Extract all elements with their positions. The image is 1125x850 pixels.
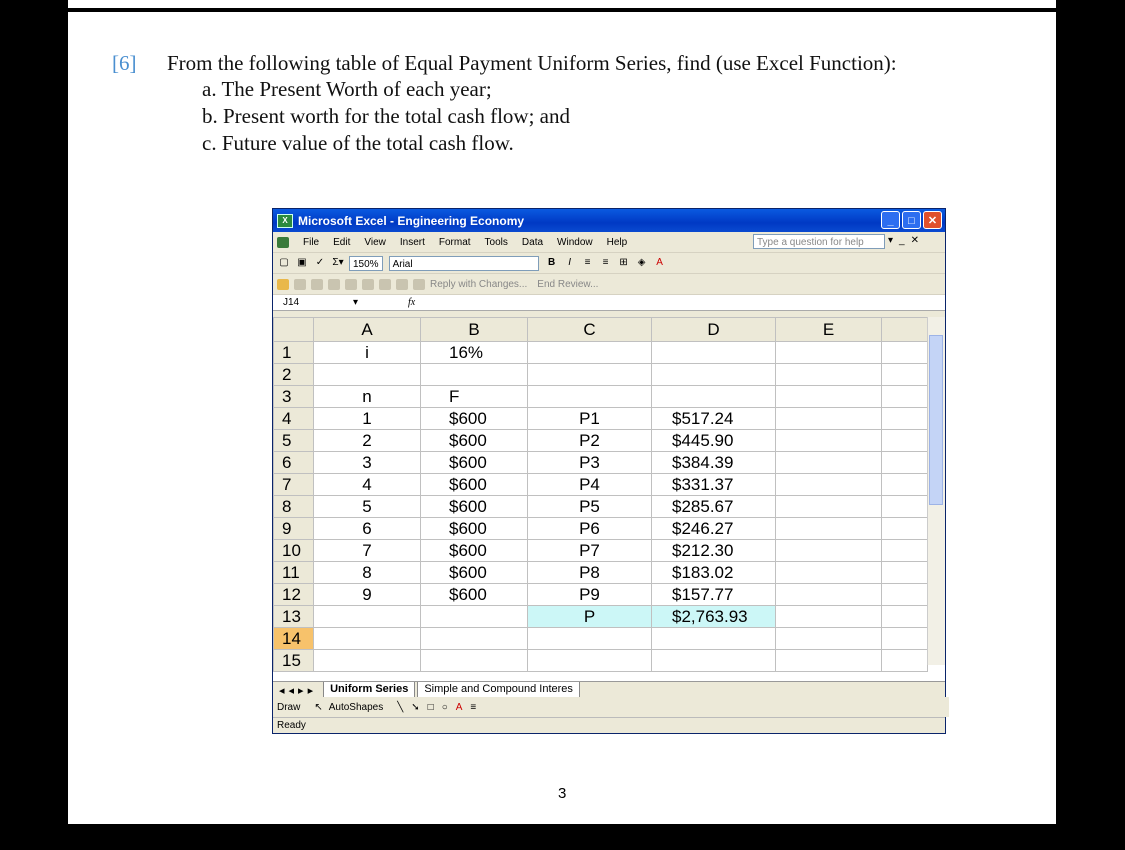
cell-c[interactable]: P5	[528, 496, 652, 518]
tool-icon[interactable]	[294, 279, 306, 290]
row-header[interactable]: 9	[274, 518, 314, 540]
cell-a[interactable]: 2	[314, 430, 421, 452]
help-search-input[interactable]: Type a question for help	[753, 234, 885, 249]
cell-d[interactable]: $246.27	[652, 518, 776, 540]
column-header-e[interactable]: E	[776, 318, 882, 342]
cell-d[interactable]: $285.67	[652, 496, 776, 518]
row-header[interactable]: 5	[274, 430, 314, 452]
table-row	[274, 562, 928, 584]
cell-a[interactable]: 4	[314, 474, 421, 496]
cell-c[interactable]: P7	[528, 540, 652, 562]
cell-empty[interactable]	[776, 562, 882, 584]
menu-window[interactable]: Window	[557, 236, 593, 248]
cell-empty[interactable]	[882, 628, 928, 650]
cell-empty[interactable]	[882, 496, 928, 518]
cell-c[interactable]	[528, 342, 652, 364]
cell-b[interactable]: $600	[421, 452, 528, 474]
row-header[interactable]: 15	[274, 650, 314, 672]
table-row	[274, 650, 928, 672]
menu-data[interactable]: Data	[521, 236, 544, 248]
table-row	[274, 342, 928, 364]
rectangle-icon[interactable]: □	[427, 701, 434, 713]
tool-icon[interactable]	[362, 279, 374, 290]
cell-a[interactable]: 5	[314, 496, 421, 518]
row-header[interactable]: 1	[274, 342, 314, 364]
column-header-a[interactable]: A	[314, 318, 421, 342]
cell-b[interactable]: $600	[421, 408, 528, 430]
folder-icon[interactable]	[277, 279, 289, 290]
new-icon[interactable]: ▢	[279, 257, 289, 268]
column-header-row	[274, 318, 928, 342]
pointer-icon[interactable]: ↖	[314, 701, 323, 713]
close-button[interactable]: ✕	[923, 211, 942, 229]
menu-insert[interactable]: Insert	[399, 236, 425, 248]
table-row	[274, 628, 928, 650]
cell-empty[interactable]	[776, 518, 882, 540]
column-header-f[interactable]	[882, 318, 928, 342]
cell-empty[interactable]	[882, 606, 928, 628]
table-row	[274, 386, 928, 408]
tool-icon[interactable]	[328, 279, 340, 290]
tool-icon[interactable]	[379, 279, 391, 290]
cell-a[interactable]: i	[314, 342, 421, 364]
cell-a[interactable]: 1	[314, 408, 421, 430]
cell-b[interactable]	[421, 650, 528, 672]
cell-b[interactable]: $600	[421, 562, 528, 584]
table-row	[274, 540, 928, 562]
zoom-select[interactable]: 150%	[349, 256, 383, 271]
cell-d[interactable]: $331.37	[652, 474, 776, 496]
question-number: [6]	[112, 51, 137, 75]
cell-a[interactable]: n	[314, 386, 421, 408]
end-review[interactable]: End Review...	[537, 278, 599, 290]
column-header-d[interactable]: D	[652, 318, 776, 342]
worksheet-grid[interactable]	[273, 317, 945, 683]
cell-a[interactable]: 9	[314, 584, 421, 606]
tab-navigation-icons[interactable]: ◂◂▸▸	[279, 684, 318, 697]
cell-a[interactable]: 8	[314, 562, 421, 584]
question-text: From the following table of Equal Payment Uniform Series, find (use Excel Function):	[167, 51, 897, 75]
reply-with-changes[interactable]: Reply with Changes...	[430, 278, 528, 290]
cell-empty[interactable]	[882, 364, 928, 386]
chevron-down-icon[interactable]: ▾	[352, 297, 358, 308]
cell-c[interactable]: P4	[528, 474, 652, 496]
cell-c[interactable]	[528, 386, 652, 408]
menu-edit[interactable]: Edit	[333, 236, 351, 248]
standard-toolbar	[273, 253, 945, 274]
cell-d[interactable]: $183.02	[652, 562, 776, 584]
cell-c[interactable]: P8	[528, 562, 652, 584]
cell-empty[interactable]	[882, 452, 928, 474]
question-item-b: b. Present worth for the total cash flow; and	[202, 104, 570, 128]
top-rule	[68, 8, 1056, 12]
cell-d[interactable]: $445.90	[652, 430, 776, 452]
drawing-toolbar	[273, 697, 949, 717]
cell-empty[interactable]	[776, 650, 882, 672]
cell-d[interactable]	[652, 650, 776, 672]
cell-d[interactable]	[652, 386, 776, 408]
row-header[interactable]: 2	[274, 364, 314, 386]
cell-b[interactable]: $600	[421, 584, 528, 606]
cell-c[interactable]	[528, 364, 652, 386]
cell-empty[interactable]	[776, 584, 882, 606]
cell-d[interactable]	[652, 628, 776, 650]
menu-bar	[273, 232, 945, 253]
oval-icon[interactable]: ○	[441, 701, 448, 713]
table-row	[274, 496, 928, 518]
row-header[interactable]: 4	[274, 408, 314, 430]
vertical-scrollbar[interactable]	[927, 317, 945, 665]
column-header-b[interactable]: B	[421, 318, 528, 342]
menu-file[interactable]: File	[303, 236, 320, 248]
cell-empty[interactable]	[882, 518, 928, 540]
spelling-icon[interactable]: ✓	[315, 257, 325, 268]
menu-format[interactable]: Format	[438, 236, 471, 248]
cell-empty[interactable]	[776, 628, 882, 650]
cell-c[interactable]: P3	[528, 452, 652, 474]
page-number: 3	[558, 785, 567, 802]
row-header[interactable]: 13	[274, 606, 314, 628]
cell-empty[interactable]	[882, 342, 928, 364]
bold-icon[interactable]: B	[547, 257, 556, 268]
table-row	[274, 584, 928, 606]
cell-a[interactable]: 7	[314, 540, 421, 562]
italic-icon[interactable]: I	[568, 257, 571, 268]
cell-d[interactable]: $157.77	[652, 584, 776, 606]
cell-d[interactable]	[652, 342, 776, 364]
cell-a[interactable]	[314, 364, 421, 386]
cell-a[interactable]	[314, 650, 421, 672]
sheet-tab-bar	[273, 681, 945, 698]
cell-a[interactable]: 3	[314, 452, 421, 474]
excel-title-bar	[273, 209, 945, 232]
document-page	[66, 0, 1058, 826]
cell-b[interactable]: $600	[421, 496, 528, 518]
cell-empty[interactable]	[776, 408, 882, 430]
align-center-icon[interactable]: ≡	[602, 257, 609, 268]
tool-icon[interactable]	[311, 279, 323, 290]
save-icon[interactable]: ▣	[297, 257, 307, 268]
cell-c[interactable]: P9	[528, 584, 652, 606]
tool-icon[interactable]	[396, 279, 408, 290]
autosum-icon[interactable]: Σ▾	[332, 257, 344, 268]
cell-empty[interactable]	[882, 430, 928, 452]
table-row	[274, 364, 928, 386]
cell-b[interactable]: $600	[421, 430, 528, 452]
fill-color-icon[interactable]: ◈	[637, 257, 646, 268]
draw-menu[interactable]: Draw	[277, 701, 301, 713]
name-box[interactable]	[273, 297, 378, 308]
line-icon[interactable]: ╲	[397, 701, 404, 713]
cell-empty[interactable]	[882, 562, 928, 584]
table-row	[274, 606, 928, 628]
cell-c[interactable]	[528, 628, 652, 650]
cell-b[interactable]	[421, 606, 528, 628]
select-all-corner[interactable]	[274, 318, 314, 342]
column-header-c[interactable]: C	[528, 318, 652, 342]
cell-d[interactable]: $517.24	[652, 408, 776, 430]
status-bar: Ready	[273, 717, 945, 733]
row-header[interactable]: 8	[274, 496, 314, 518]
arrow-icon[interactable]: ➘	[411, 701, 420, 713]
table-row	[274, 430, 928, 452]
question-item-a: a. The Present Worth of each year;	[202, 77, 492, 101]
cell-empty[interactable]	[882, 540, 928, 562]
cell-a[interactable]	[314, 628, 421, 650]
line-style-icon[interactable]: ≡	[470, 701, 477, 713]
row-header[interactable]: 14	[274, 628, 314, 650]
cell-empty[interactable]	[882, 584, 928, 606]
cell-b[interactable]: F	[421, 386, 528, 408]
cell-b[interactable]	[421, 364, 528, 386]
cell-empty[interactable]	[776, 342, 882, 364]
row-header[interactable]: 3	[274, 386, 314, 408]
menu-help[interactable]: Help	[606, 236, 628, 248]
excel-app-icon: X	[277, 214, 293, 228]
tab-simple-compound[interactable]: Simple and Compound Interes	[417, 682, 580, 698]
document-window-controls[interactable]: ▾_✕	[888, 235, 925, 246]
cell-b[interactable]	[421, 628, 528, 650]
cell-b[interactable]: $600	[421, 518, 528, 540]
font-select[interactable]: Arial	[389, 256, 539, 271]
cell-empty[interactable]	[776, 474, 882, 496]
cell-empty[interactable]	[882, 650, 928, 672]
cell-b[interactable]: $600	[421, 540, 528, 562]
cell-b[interactable]: 16%	[421, 342, 528, 364]
row-header[interactable]: 10	[274, 540, 314, 562]
row-header[interactable]: 12	[274, 584, 314, 606]
minimize-button[interactable]: _	[881, 211, 900, 229]
formula-bar	[273, 295, 945, 311]
cell-d[interactable]: $212.30	[652, 540, 776, 562]
excel-window	[272, 208, 946, 734]
cell-empty[interactable]	[882, 386, 928, 408]
workbook-icon	[277, 237, 289, 248]
tab-uniform-series[interactable]: Uniform Series	[323, 682, 415, 698]
cell-empty[interactable]	[882, 474, 928, 496]
row-header[interactable]: 6	[274, 452, 314, 474]
reviewing-toolbar	[273, 274, 945, 295]
maximize-button[interactable]: □	[902, 211, 921, 229]
cell-empty[interactable]	[776, 364, 882, 386]
tool-icon[interactable]	[345, 279, 357, 290]
cell-d[interactable]: $2,763.93	[652, 606, 776, 628]
cell-c[interactable]: P1	[528, 408, 652, 430]
row-header[interactable]: 11	[274, 562, 314, 584]
cell-empty[interactable]	[776, 386, 882, 408]
borders-icon[interactable]: ⊞	[619, 257, 628, 268]
table-row	[274, 474, 928, 496]
question-item-c: c. Future value of the total cash flow.	[202, 131, 514, 155]
cell-empty[interactable]	[776, 452, 882, 474]
cell-a[interactable]	[314, 606, 421, 628]
menu-tools[interactable]: Tools	[484, 236, 508, 248]
cell-table	[273, 317, 928, 672]
font-color-icon[interactable]: A	[455, 701, 463, 713]
menu-view[interactable]: View	[364, 236, 386, 248]
window-title: Microsoft Excel - Engineering Economy	[298, 213, 525, 228]
table-row	[274, 518, 928, 540]
fx-icon[interactable]: fx	[408, 297, 416, 308]
cell-a[interactable]: 6	[314, 518, 421, 540]
cell-d[interactable]: $384.39	[652, 452, 776, 474]
table-row	[274, 408, 928, 430]
cell-c[interactable]	[528, 650, 652, 672]
autoshapes-menu[interactable]: AutoShapes	[328, 701, 384, 713]
scroll-thumb[interactable]	[929, 335, 943, 505]
tool-icon[interactable]	[413, 279, 425, 290]
cell-c[interactable]: P6	[528, 518, 652, 540]
cell-empty[interactable]	[776, 540, 882, 562]
font-color-icon[interactable]: A	[656, 257, 663, 268]
cell-empty[interactable]	[776, 496, 882, 518]
align-left-icon[interactable]: ≡	[584, 257, 591, 268]
cell-d[interactable]	[652, 364, 776, 386]
row-header[interactable]: 7	[274, 474, 314, 496]
name-box-value: J14	[283, 297, 300, 308]
cell-empty[interactable]	[776, 606, 882, 628]
question-line	[112, 50, 897, 77]
cell-c[interactable]: P	[528, 606, 652, 628]
cell-c[interactable]: P2	[528, 430, 652, 452]
table-row	[274, 452, 928, 474]
cell-b[interactable]: $600	[421, 474, 528, 496]
cell-empty[interactable]	[776, 430, 882, 452]
cell-empty[interactable]	[882, 408, 928, 430]
